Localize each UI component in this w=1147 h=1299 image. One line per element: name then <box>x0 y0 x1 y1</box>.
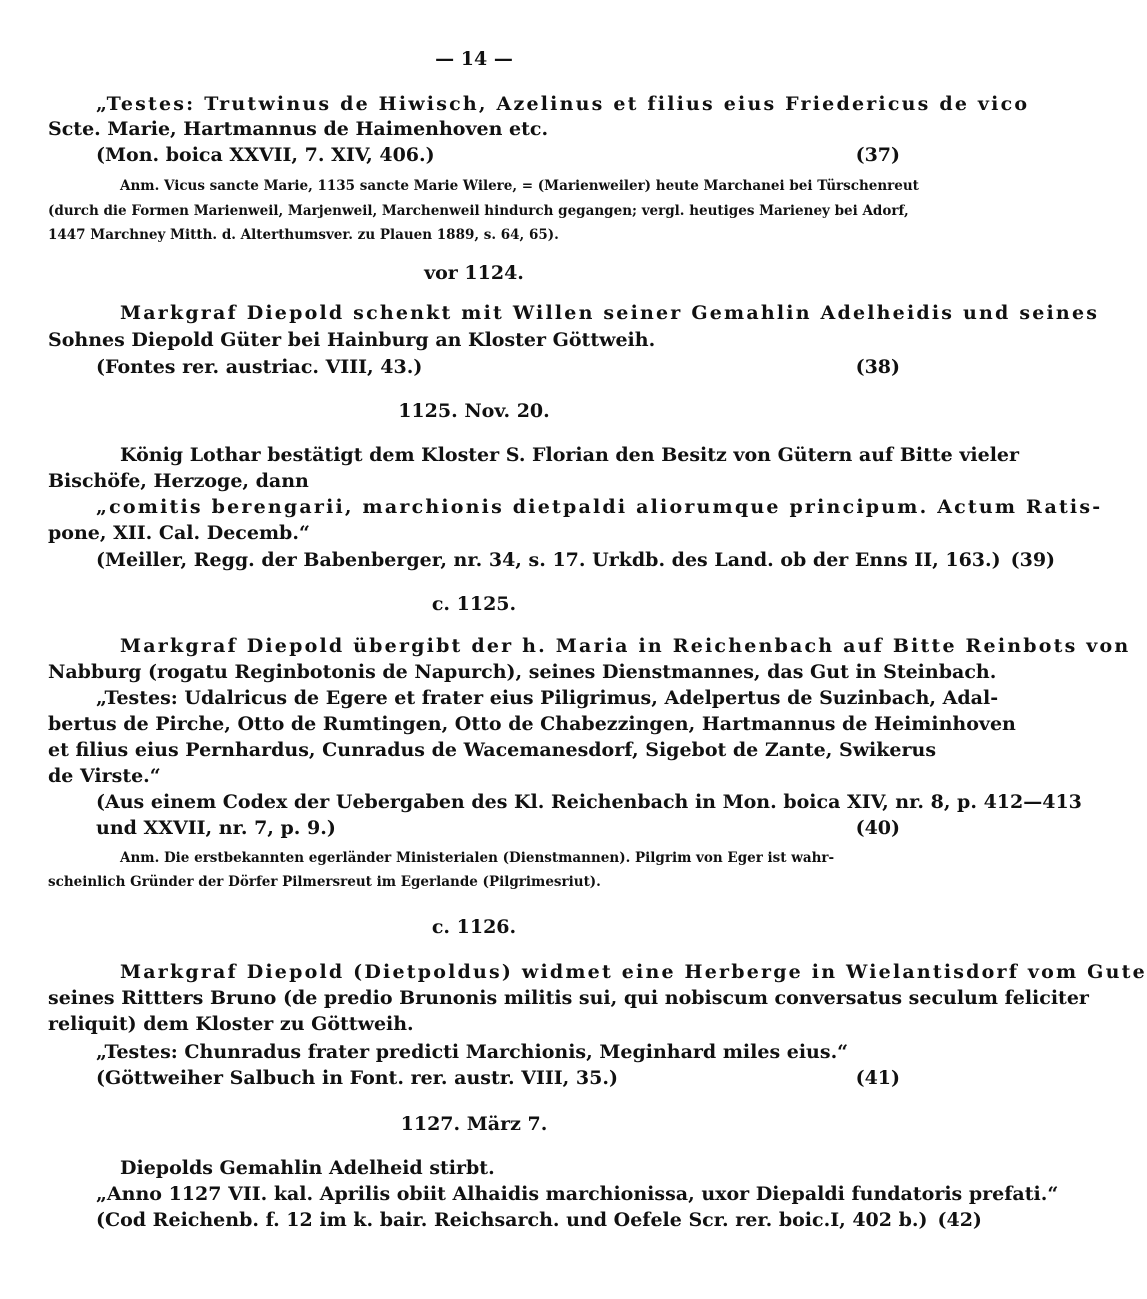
entry-number: (40) <box>855 817 900 839</box>
text-line: „Testes: Udalricus de Egere et frater eius Piligrimus, Adelpertus de Suzinbach, Adal- <box>96 687 999 709</box>
citation-line <box>96 1066 900 1090</box>
date-heading: c. 1125. <box>431 593 517 615</box>
citation-line <box>96 1208 982 1232</box>
date-heading: 1127. März 7. <box>400 1113 548 1135</box>
text-line: Nabburg (rogatu Reginbotonis de Napurch), seines Dienstmannes, das Gut in Steinbach. <box>48 661 997 683</box>
note-line: scheinlich Gründer der Dörfer Pilmersreut im Egerlande (Pilgrimesriut). <box>48 874 601 890</box>
text-line: de Virste.“ <box>48 765 161 787</box>
note-line: (durch die Formen Marienweil, Marjenweil, Marchenweil hindurch gegangen; vergl. heutiges Marieney bei Adorf, <box>48 203 909 219</box>
entry-number: (38) <box>855 356 900 378</box>
text-line: König Lothar bestätigt dem Kloster S. Florian den Besitz von Gütern auf Bitte vieler <box>120 444 1020 466</box>
citation-text: und XXVII, nr. 7, p. 9.) <box>96 817 336 839</box>
citation-text: (Mon. boica XXVII, 7. XIV, 406.) <box>96 144 435 166</box>
text-line: „Testes: Chunradus frater predicti Marchionis, Meginhard miles eius.“ <box>96 1041 849 1063</box>
note-line: 1447 Marchney Mitth. d. Alterthumsver. zu Plauen 1889, s. 64, 65). <box>48 227 559 243</box>
text-line: Sohnes Diepold Güter bei Hainburg an Kloster Göttweih. <box>48 329 656 351</box>
citation-text: (Fontes rer. austriac. VIII, 43.) <box>96 356 423 378</box>
text-line: seines Rittters Bruno (de predio Brunonis militis sui, qui nobiscum conversatus seculum feliciter <box>48 987 1089 1009</box>
text-line: pone, XII. Cal. Decemb.“ <box>48 522 310 544</box>
entry-number: (42) <box>937 1209 982 1231</box>
citation-text: (Göttweiher Salbuch in Font. rer. austr. VIII, 35.) <box>96 1067 618 1089</box>
text-line: reliquit) dem Kloster zu Göttweih. <box>48 1013 414 1035</box>
page-number: — 14 — <box>435 48 513 70</box>
citation-text: (Meiller, Regg. der Babenberger, nr. 34, s. 17. Urkdb. des Land. ob der Enns II, 163.) <box>96 549 1001 571</box>
text-line: Scte. Marie, Hartmannus de Haimenhoven etc. <box>48 118 549 140</box>
text-line: Markgraf Diepold (Dietpoldus) widmet eine Herberge in Wielantisdorf vom Gute <box>120 961 1147 983</box>
citation-line <box>96 355 900 379</box>
entry-number: (37) <box>855 144 900 166</box>
text-line: et filius eius Pernhardus, Cunradus de Wacemanesdorf, Sigebot de Zante, Swikerus <box>48 739 937 761</box>
entry-number: (39) <box>1010 549 1056 571</box>
date-heading: c. 1126. <box>431 916 517 938</box>
note-line: Anm. Vicus sancte Marie, 1135 sancte Marie Wilere, = (Marienweiler) heute Marchanei bei Türschenreut <box>120 178 919 194</box>
text-line: Bischöfe, Herzoge, dann <box>48 470 309 492</box>
citation-line <box>96 548 1056 572</box>
citation-line <box>96 816 900 840</box>
citation-text: (Cod Reichenb. f. 12 im k. bair. Reichsarch. und Oefele Scr. rer. boic.I, 402 b.) <box>96 1209 928 1231</box>
date-heading: vor 1124. <box>424 262 524 284</box>
note-line: Anm. Die erstbekannten egerländer Ministerialen (Dienstmannen). Pilgrim von Eger ist wahr- <box>120 850 835 866</box>
text-line: Markgraf Diepold schenkt mit Willen seiner Gemahlin Adelheidis und seines <box>120 302 1100 324</box>
text-line: „Testes: Trutwinus de Hiwisch, Azelinus et filius eius Friedericus de vico <box>96 93 1030 115</box>
text-line: „Anno 1127 VII. kal. Aprilis obiit Alhaidis marchionissa, uxor Diepaldi fundatoris prefati.“ <box>96 1183 1059 1205</box>
date-heading: 1125. Nov. 20. <box>398 400 550 422</box>
text-line: bertus de Pirche, Otto de Rumtingen, Otto de Chabezzingen, Hartmannus de Heiminhoven <box>48 713 1016 735</box>
text-line: „comitis berengarii, marchionis dietpaldi aliorumque principum. Actum Ratis- <box>96 496 1103 518</box>
text-line: Markgraf Diepold übergibt der h. Maria in Reichenbach auf Bitte Reinbots von <box>120 635 1131 657</box>
entry-number: (41) <box>855 1067 900 1089</box>
text-line: Diepolds Gemahlin Adelheid stirbt. <box>120 1157 495 1179</box>
citation-line: (Aus einem Codex der Uebergaben des Kl. Reichenbach in Mon. boica XIV, nr. 8, p. 412—413 <box>96 791 1082 813</box>
citation-line <box>96 143 900 167</box>
